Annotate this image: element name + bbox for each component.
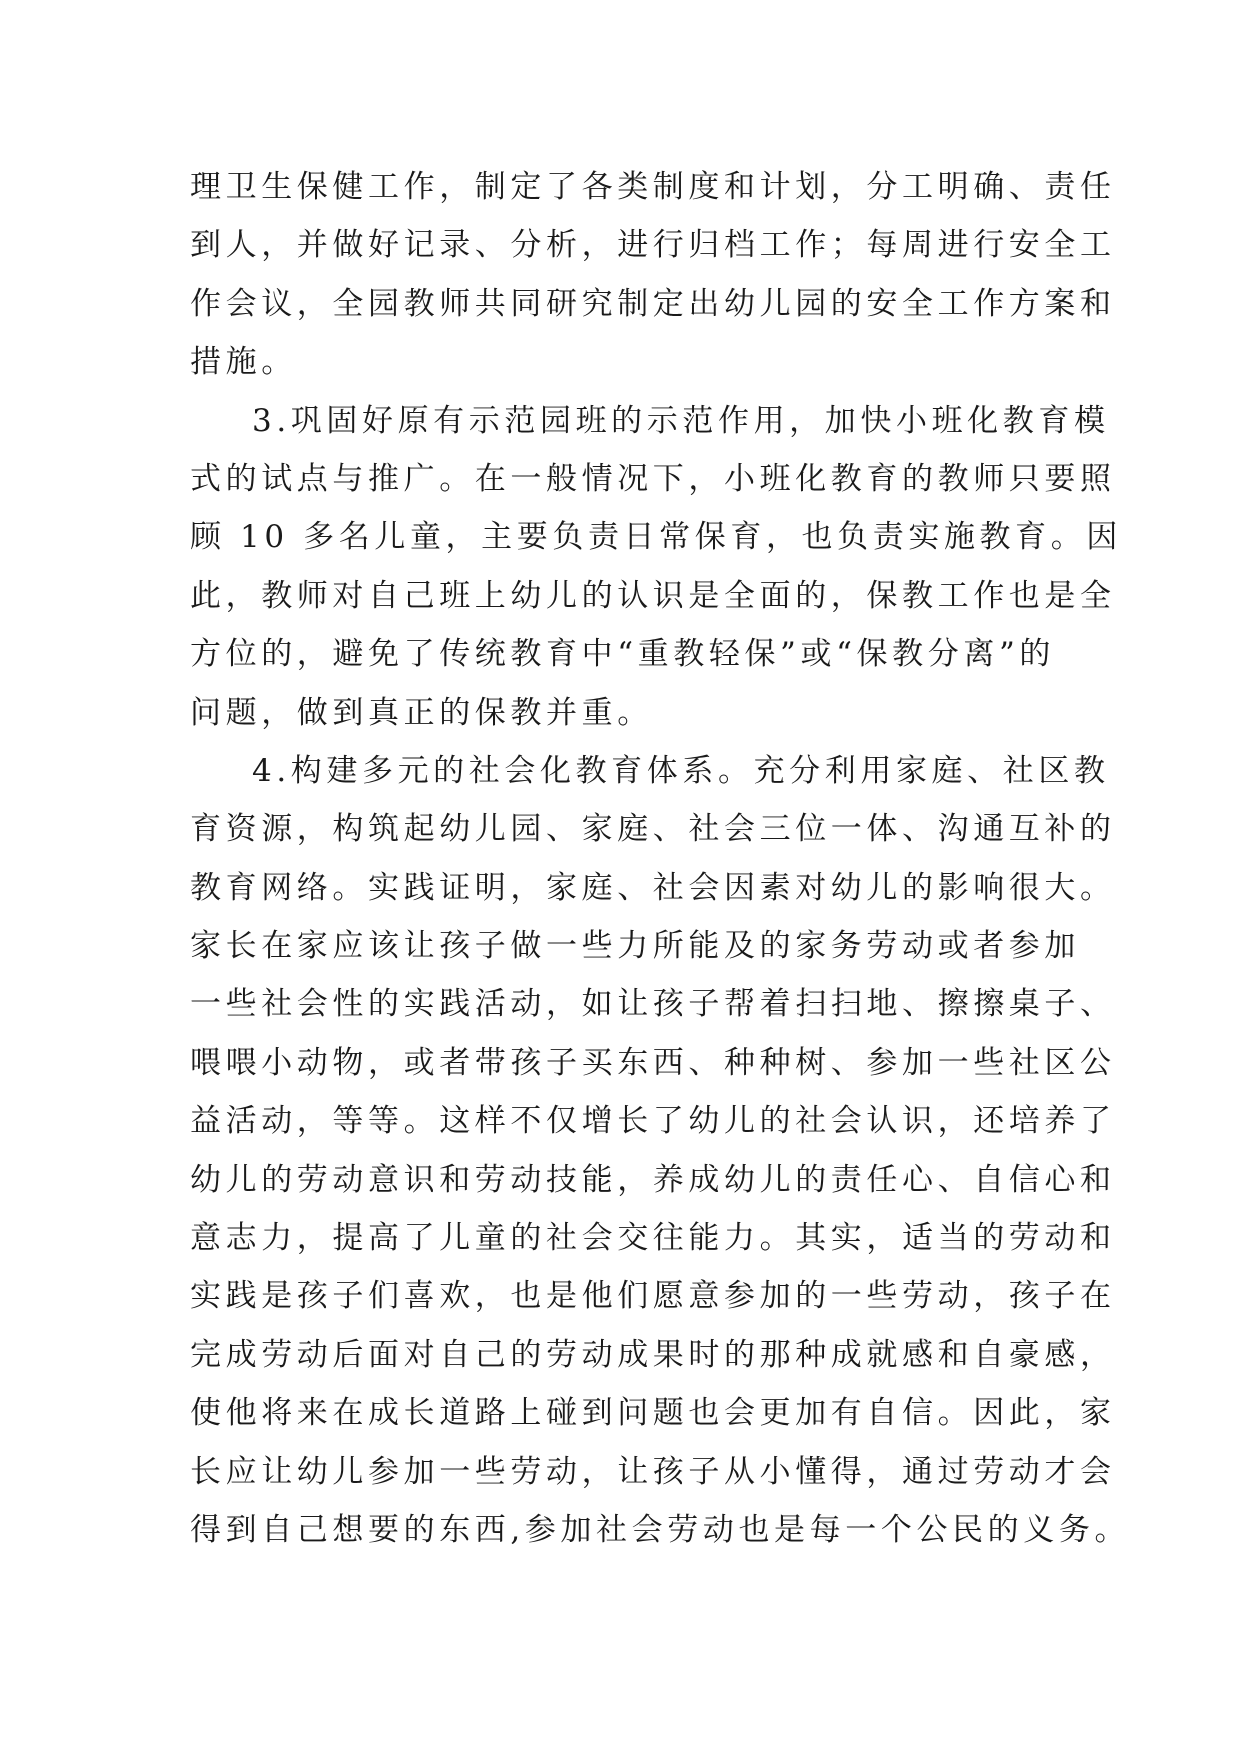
text-line: 幼儿的劳动意识和劳动技能，养成幼儿的责任心、自信心和 bbox=[190, 1161, 1116, 1198]
text-line: 措施。 bbox=[190, 344, 297, 381]
text-line: 理卫生保健工作，制定了各类制度和计划，分工明确、责任 bbox=[190, 169, 1116, 205]
text-line: 育资源，构筑起幼儿园、家庭、社会三位一体、沟通互补的 bbox=[190, 811, 1116, 848]
text-line: 作会议，全园教师共同研究制定出幼儿园的安全工作方案和 bbox=[190, 285, 1116, 322]
text-line: 一些社会性的实践活动，如让孩子帮着扫扫地、擦擦桌子、 bbox=[190, 986, 1116, 1023]
text-line: 教育网络。实践证明，家庭、社会因素对幼儿的影响很大。 bbox=[190, 869, 1116, 906]
text-line: 完成劳动后面对自己的劳动成果时的那种成就感和自豪感， bbox=[190, 1336, 1116, 1373]
paragraph-start-line: 3.巩固好原有示范园班的示范作用，加快小班化教育模 bbox=[252, 402, 1110, 439]
text-line: 此，教师对自己班上幼儿的认识是全面的，保教工作也是全 bbox=[190, 577, 1116, 614]
document-body bbox=[190, 158, 1131, 1559]
text-line: 实践是孩子们喜欢，也是他们愿意参加的一些劳动，孩子在 bbox=[190, 1278, 1116, 1315]
text-line: 意志力，提高了儿童的社会交往能力。其实，适当的劳动和 bbox=[190, 1220, 1116, 1257]
text-line: 家长在家应该让孩子做一些力所能及的家务劳动或者参加 bbox=[190, 928, 1080, 965]
text-line: 喂喂小动物，或者带孩子买东西、种种树、参加一些社区公 bbox=[190, 1044, 1116, 1081]
text-line: 问题，做到真正的保教并重。 bbox=[190, 694, 653, 731]
text-line: 式的试点与推广。在一般情况下，小班化教育的教师只要照 bbox=[190, 460, 1116, 497]
text-line: 方位的，避免了传统教育中“重教轻保”或“保教分离”的 bbox=[190, 636, 1055, 673]
text-line: 长应让幼儿参加一些劳动，让孩子从小懂得，通过劳动才会 bbox=[190, 1453, 1116, 1490]
text-line: 益活动，等等。这样不仅增长了幼儿的社会认识，还培养了 bbox=[190, 1103, 1116, 1140]
text-line: 到人，并做好记录、分析，进行归档工作；每周进行安全工 bbox=[190, 227, 1116, 264]
text-line: 得到自己想要的东西,参加社会劳动也是每一个公民的义务。 bbox=[190, 1511, 1131, 1548]
paragraph-start-line: 4.构建多元的社会化教育体系。充分利用家庭、社区教 bbox=[252, 752, 1110, 789]
text-line: 使他将来在成长道路上碰到问题也会更加有自信。因此，家 bbox=[190, 1395, 1116, 1432]
text-line: 顾 10 多名儿童，主要负责日常保育，也负责实施教育。因 bbox=[190, 519, 1122, 556]
